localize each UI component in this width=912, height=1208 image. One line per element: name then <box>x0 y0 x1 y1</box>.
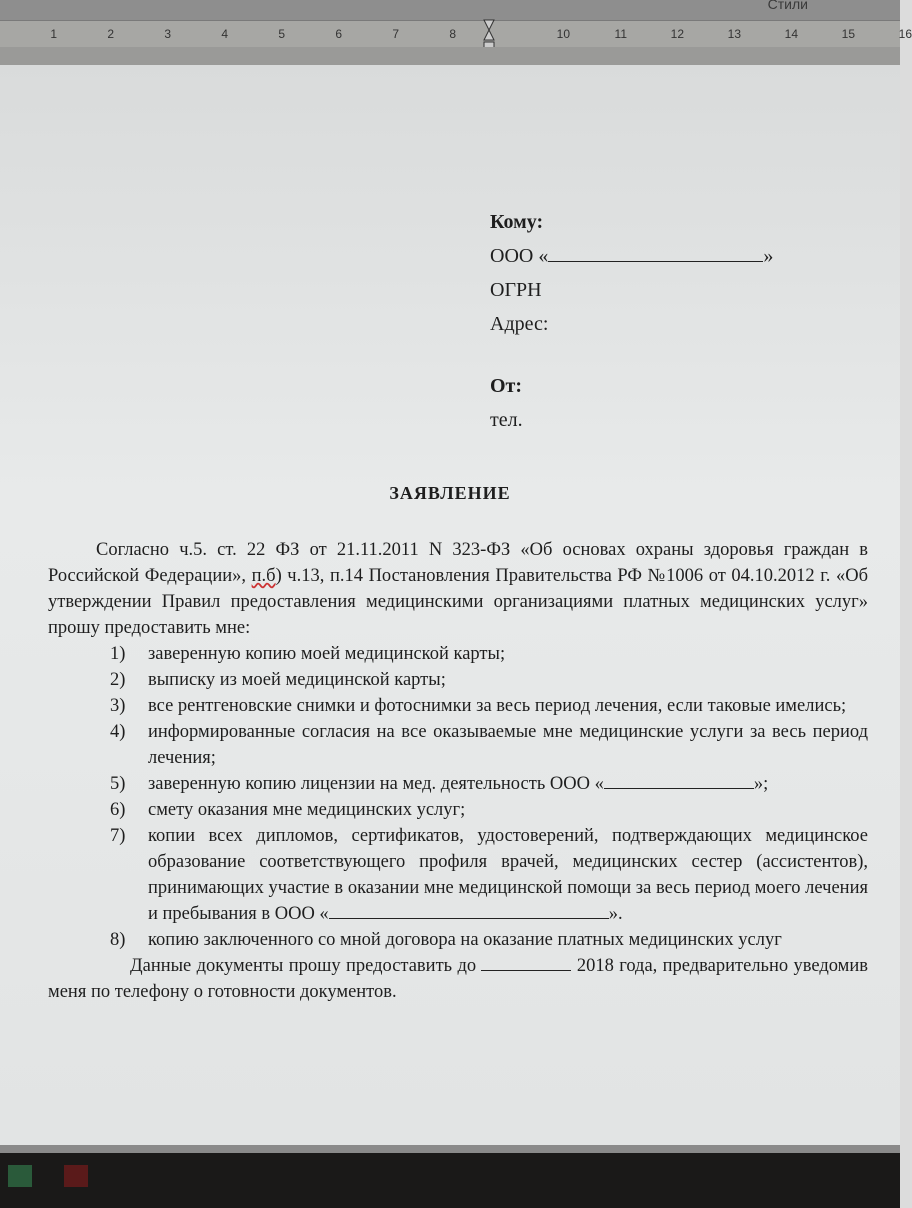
spellcheck-flag[interactable]: п.б <box>251 566 276 586</box>
ruler-tick: 7 <box>392 27 399 41</box>
ruler-tick: 8 <box>449 27 456 41</box>
ruler-tick: 3 <box>164 27 171 41</box>
ruler-tick: 1 <box>50 27 57 41</box>
document-body <box>48 537 868 1005</box>
blank-line <box>604 774 754 789</box>
list-item: 8) копию заключенного со мной договора на оказание платных медицинских услуг <box>110 930 782 950</box>
to-label: Кому: <box>490 211 544 233</box>
phone-label: тел. <box>490 409 523 431</box>
org-blank <box>548 245 763 262</box>
ruler-tick: 4 <box>221 27 228 41</box>
list-item: 6) смету оказания мне медицинских услуг; <box>110 800 466 820</box>
recipient-block <box>490 205 773 437</box>
excel-icon[interactable] <box>8 1165 32 1187</box>
ruler-tick: 10 <box>556 27 570 41</box>
ruler-tick: 11 <box>614 27 627 41</box>
ruler-tick: 6 <box>335 27 342 41</box>
ruler-tick: 16 <box>898 27 912 41</box>
ruler-tick: 14 <box>784 27 798 41</box>
closing-text: Данные документы прошу предоставить до <box>130 956 482 976</box>
from-label: От: <box>490 375 523 397</box>
org-suffix: » <box>763 245 774 267</box>
document-page[interactable] <box>0 65 900 1145</box>
intro-text: Согласно ч.5. ст. 22 ФЗ от 21.11.2011 N 323-ФЗ «Об основах охраны здоровья граждан в Российской Федерации», <box>48 540 868 586</box>
ogrn-label: ОГРН <box>490 279 542 301</box>
list-item: 1) заверенную копию моей медицинской карты; <box>110 644 506 664</box>
taskbar <box>0 1145 900 1208</box>
list-item: 7) копии всех дипломов, сертификатов, удостоверений, подтверждающих медицинское образование соответствующего профиля врачей, медицинских сестер (ассистентов), принимающих участие в оказании мне медицинской помощи за весь период моего лечения и пребывания в ООО « ». <box>110 826 868 924</box>
intro-text: ) ч.13, п.14 Постановления Правительства РФ №1006 от 04.10.2012 г. «Об утверждении Правил предоставления медицинскими организациями платных медицинских услуг» прошу предоставить мне: <box>48 566 869 638</box>
closing-paragraph <box>48 953 868 1005</box>
ruler-tick: 13 <box>727 27 741 41</box>
list-item: 2) выписку из моей медицинской карты; <box>110 670 446 690</box>
toolbar-strip <box>0 47 900 65</box>
intro-paragraph <box>48 537 868 641</box>
document-title: ЗАЯВЛЕНИЕ <box>389 483 511 503</box>
ribbon <box>0 0 900 20</box>
ruler-tick: 2 <box>107 27 114 41</box>
styles-group-label[interactable]: Стили <box>767 0 808 12</box>
list-item: 4) информированные согласия на все оказываемые мне медицинские услуги за весь период лечения; <box>110 722 868 768</box>
org-prefix: ООО « <box>490 245 549 267</box>
ruler-tick: 15 <box>841 27 855 41</box>
horizontal-ruler[interactable] <box>0 20 912 47</box>
blank-line <box>329 904 609 919</box>
address-label: Адрес: <box>490 313 549 335</box>
ruler-tick: 12 <box>670 27 684 41</box>
date-blank <box>481 956 571 971</box>
request-list <box>48 641 868 953</box>
ruler-tick: 5 <box>278 27 285 41</box>
list-item: 5) заверенную копию лицензии на мед. деятельность ООО « »; <box>110 774 769 794</box>
pdf-icon[interactable] <box>64 1165 88 1187</box>
list-item: 3) все рентгеновские снимки и фотоснимки за весь период лечения, если таковые имелись; <box>110 696 847 716</box>
closing-text: 2018 года, предварительно уведомив меня по телефону о готовности документов. <box>48 956 868 1002</box>
